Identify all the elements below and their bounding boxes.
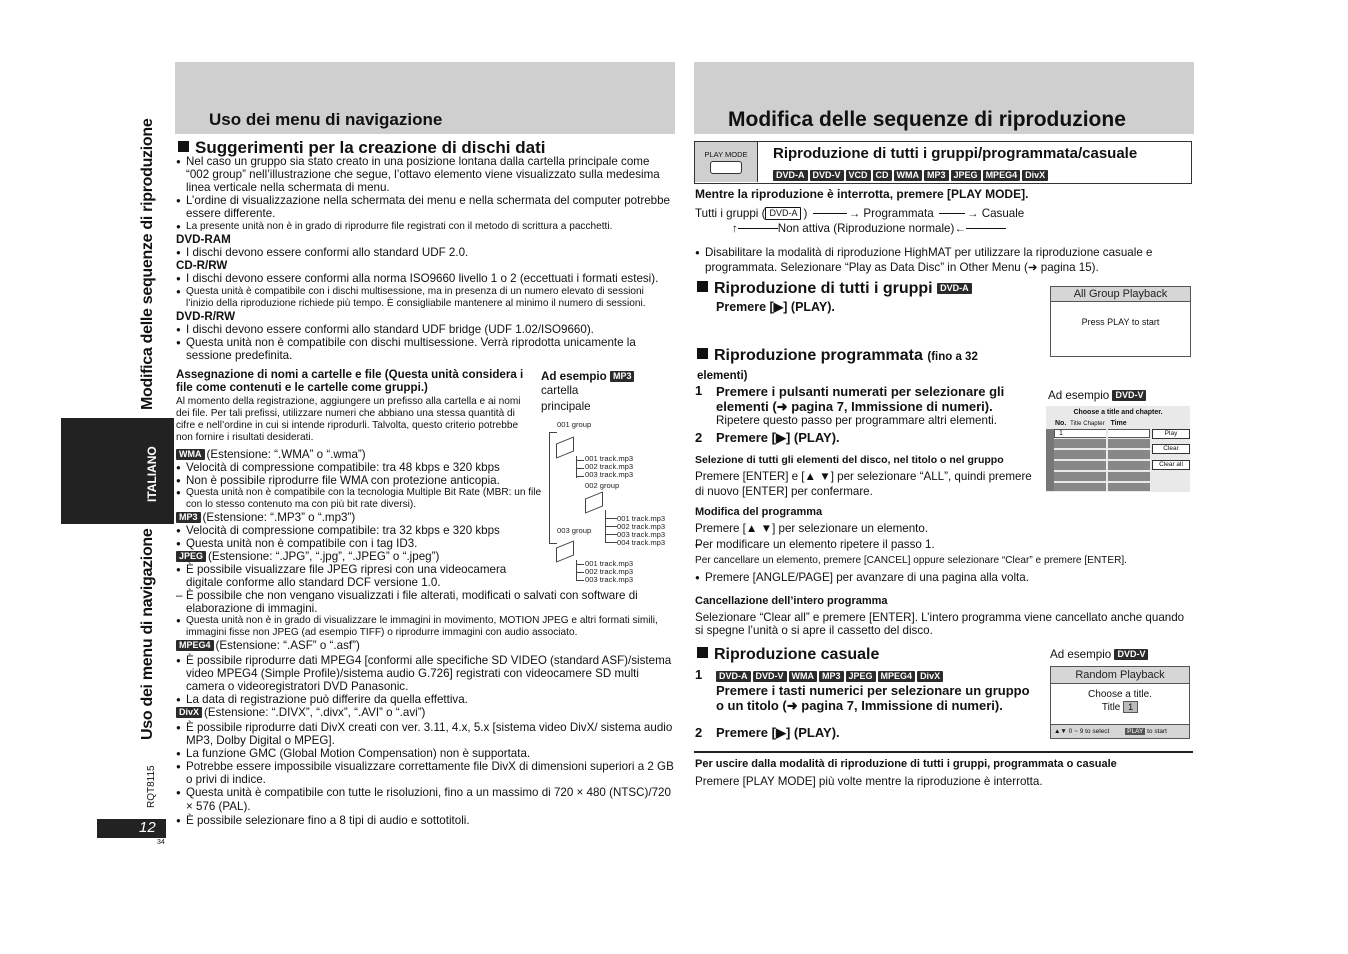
- divx-4: ● Questa unità è compatibile con tutte le risoluzioni, fino a un massimo di 720 × 480 (NTSC)/720 × 576 (PAL).: [176, 786, 674, 814]
- tree-track: 003 track.mp3: [585, 575, 634, 584]
- random-step-2-num: 2: [695, 725, 703, 740]
- left-section-title: Suggerimenti per la creazione di dischi dati: [178, 139, 545, 157]
- tree-root-folder-label: cartella principale: [541, 384, 591, 413]
- modprog-2: – Per modificare un elemento ripetere il passo 1.: [695, 538, 1193, 551]
- prog-step-1-sub: Ripetere questo passo per programmare altri elementi.: [716, 414, 997, 427]
- random-step-1-num: 1: [695, 667, 703, 682]
- tree-track: 003 track.mp3: [617, 530, 666, 539]
- tree-track: 002 track.mp3: [585, 567, 634, 576]
- dvdv-tag: DVD-V: [1114, 649, 1148, 660]
- tip-3: ● La presente unità non è in grado di riprodurre file registrati con il metodo di scrittura a pacchetti.: [176, 221, 674, 233]
- square-bullet-icon: [178, 141, 189, 152]
- wma-2: ● Non è possibile riprodurre file WMA con protezione anticopia.: [176, 474, 536, 487]
- tree-group-002: 002 group: [585, 481, 620, 490]
- tree-track: 002 track.mp3: [617, 522, 666, 531]
- instruction: Mentre la riproduzione è interrotta, premere [PLAY MODE].: [695, 187, 1029, 201]
- cancel-paragraph: Selezionare “Clear all” e premere [ENTER]. L’intero programma viene cancellato anche quando si spegne l’unità o si apre il cassetto del disco.: [695, 611, 1185, 637]
- modprog-heading: Modifica del programma: [695, 506, 823, 518]
- page-number: 12: [139, 819, 156, 836]
- tip-2: ● L’ordine di visualizzazione nella schermata dei menu e nella schermata del computer potrebbe essere differente.: [176, 194, 674, 220]
- arrow-right-icon: [813, 213, 847, 214]
- side-title-right-col: Modifica delle sequenze di riproduzione: [139, 118, 156, 410]
- mp3-2: ● Questa unità non è compatibile con i tag ID3.: [176, 537, 546, 550]
- square-bullet-icon: [697, 348, 708, 359]
- dvdv-tag: DVD-V: [1112, 390, 1146, 401]
- format-tag: JPEG: [951, 170, 981, 181]
- square-bullet-icon: [697, 647, 708, 658]
- cdrw-2: ● Questa unità è compatibile con i dischi multisessione, ma in presenza di un numero elevato di sessioni l’inizio della riproduzione richiede più tempo. È consigliabile mantenere al minimo il numero di sessioni.: [176, 286, 674, 310]
- flow-return-line: ↑ Non attiva (Riproduzione normale)←: [732, 222, 1006, 235]
- wma-3: ● Questa unità non è compatibile con la tecnologia Multiple Bit Rate (MBR: un file con lo stesso contenuto ma con più bit rate diversi).: [176, 487, 546, 511]
- clear-all-button[interactable]: Clear all: [1152, 460, 1190, 470]
- dvdrrw-heading: DVD-R/RW: [176, 310, 236, 323]
- screen3-nav-hint: ▲▼ 0 ~ 9 to select: [1054, 728, 1110, 735]
- play-button[interactable]: Play: [1152, 429, 1190, 439]
- cancel-block: [695, 595, 1193, 637]
- modprog-3: Per cancellare un elemento, premere [CANCEL] oppure selezionare “Clear” e premere [ENTER].: [695, 555, 1127, 566]
- divx-2: ● La funzione GMC (Global Motion Compensation) non è supportata.: [176, 747, 674, 760]
- screen3-start-hint: to start: [1147, 728, 1167, 735]
- modprog-1: Premere [▲ ▼] per selezionare un elemento.: [695, 522, 929, 535]
- format-tag: DVD-V: [810, 170, 844, 181]
- exit-heading: Per uscire dalla modalità di riproduzione di tutti i gruppi, programmata o casuale: [695, 758, 1117, 770]
- tree-track: 002 track.mp3: [585, 462, 634, 471]
- jpeg-heading: JPEG (Estensione: “.JPG”, “.jpg”, “.JPEG” o “.jpeg”): [176, 550, 674, 563]
- prog-step-1: Premere i pulsanti numerati per selezionare gli elementi (➜ pagina 7, Immissione di numeri).: [716, 384, 1005, 414]
- clear-button[interactable]: Clear: [1152, 444, 1190, 454]
- arrow-up-icon: ↑: [732, 222, 738, 235]
- mp3-tag: MP3: [176, 512, 201, 523]
- language-tab-label: ITALIANO: [145, 446, 159, 502]
- format-tag: VCD: [846, 170, 871, 181]
- screen3-play-key: PLAY: [1127, 728, 1144, 735]
- mp3-tag: MP3: [610, 371, 635, 382]
- feature-box-tags: [773, 167, 1050, 185]
- tree-group-003: 003 group: [557, 526, 592, 535]
- tree-track: 001 track.mp3: [585, 559, 634, 568]
- cdrw-heading: CD-R/RW: [176, 259, 228, 272]
- prog-heading: Riproduzione programmata (fino a 32 elementi): [697, 347, 978, 382]
- tree-track: 001 track.mp3: [585, 454, 634, 463]
- dvdrrw-2: ● Questa unità non è compatibile con dischi multisessione. Verrà riprodotta unicamente la sessione predefinita.: [176, 336, 674, 362]
- screen-all-group: [1050, 286, 1191, 357]
- selall-heading: Selezione di tutti gli elementi del disco, nel titolo o nel gruppo: [695, 454, 1004, 466]
- prog-example-label: Ad esempio DVD-V: [1048, 389, 1148, 402]
- cancel-heading: Cancellazione dell’intero programma: [695, 595, 888, 607]
- naming-heading: Assegnazione di nomi a cartelle e file (Questa unità considera i file come contenuti e le cartelle come gruppi.): [176, 368, 524, 394]
- prog-step-2: Premere [▶] (PLAY).: [716, 430, 840, 445]
- mp3-heading: MP3 (Estensione: “.MP3” o “.mp3”): [176, 511, 674, 524]
- cdrw-1: ● I dischi devono essere conformi alla norma ISO9660 livello 1 o 2 (eccettuati i formati estesi).: [176, 272, 674, 285]
- tree-group-001: 001 group: [557, 420, 592, 429]
- tree-track: 003 track.mp3: [585, 470, 634, 479]
- divx-3: ● Potrebbe essere impossibile visualizzare correttamente file DivX di dimensioni superiori a 2 GB o privi di indice.: [176, 760, 674, 786]
- modprog-4: ● Premere [ANGLE/PAGE] per avanzare di una pagina alla volta.: [695, 571, 1193, 584]
- divx-1: ● È possibile riprodurre dati DivX creati con ver. 3.11, 4.x, 5.x [sistema video DivX/ sistema audio MP3, Dolby Digital o MPEG].: [176, 721, 674, 747]
- left-text-block: [176, 155, 674, 362]
- jpeg-2: – È possibile che non vengano visualizzati i file alterati, modificati o salvati con software di elaborazione di immagini.: [176, 589, 674, 615]
- format-tag: WMA: [894, 170, 923, 181]
- mpeg4-2: ● La data di registrazione può differire da quella effettiva.: [176, 693, 674, 706]
- screen3-title-value[interactable]: 1: [1123, 701, 1138, 713]
- feature-box-title: Riproduzione di tutti i gruppi/programmata/casuale: [773, 145, 1138, 162]
- tree-track: 001 track.mp3: [617, 514, 666, 523]
- allgroup-step: Premere [▶] (PLAY).: [716, 300, 835, 314]
- jpeg-1: ● È possibile visualizzare file JPEG ripresi con una videocamera digitale conforme allo standard DCF versione 1.0.: [176, 563, 541, 589]
- format-tag: JPEG: [846, 671, 876, 682]
- play-mode-panel: [695, 142, 758, 182]
- random-heading: Riproduzione casuale: [697, 646, 879, 664]
- mpeg4-tag: MPEG4: [176, 640, 214, 651]
- jpeg-tag: JPEG: [176, 551, 206, 562]
- prog-step-1-num: 1: [695, 383, 703, 398]
- jpeg-3: ● Questa unità non è in grado di visualizzare le immagini in movimento, MOTION JPEG e altri formati simili, immagini fisse non JPEG (ad esempio TIFF) o riprodurre immagini con audio associato.: [176, 615, 674, 639]
- program-row-1[interactable]: 1: [1054, 429, 1150, 438]
- format-tag: DVD-A: [773, 170, 808, 181]
- wma-heading: WMA (Estensione: “.WMA” o “.wma”): [176, 448, 536, 461]
- random-step-1: Premere i tasti numerici per selezionare un gruppo o un titolo (➜ pagina 7, Immissione di numeri).: [716, 683, 1030, 713]
- side-title-left-col: Uso dei menu di navigazione: [139, 528, 156, 740]
- tip-1: ● Nel caso un gruppo sia stato creato in una posizione lontana dalla cartella principale come “002 group” nell’illustrazione che segue, l’ottavo elemento viene visualizzato sulla medesima linea verticale nella schermata di menu.: [176, 155, 674, 194]
- random-step-2: Premere [▶] (PLAY).: [716, 725, 840, 740]
- highmat-note: ● Disabilitare la modalità di riproduzione HighMAT per utilizzare la riproduzione casuale e programmata. Selezionare “Play as Data Disc” in Other Menu (➜ pagina 15).: [695, 245, 1200, 275]
- tree-example-label: Ad esempio MP3 cartella principale: [541, 370, 671, 415]
- screen1-title: All Group Playback: [1051, 287, 1190, 302]
- flow-line: Tutti i gruppi ( DVD-A ) → Programmata → Casuale: [695, 207, 1025, 220]
- format-tag: MPEG4: [878, 671, 916, 682]
- format-tag: DivX: [1022, 170, 1048, 181]
- arrow-right-icon: [939, 213, 965, 214]
- divx-tag: DivX: [176, 707, 202, 718]
- screen-random: [1050, 666, 1190, 739]
- screen3-title-label: Title: [1101, 702, 1121, 713]
- dvdram-heading: DVD-RAM: [176, 233, 231, 246]
- format-tag: DivX: [917, 671, 943, 682]
- screen2-title: Choose a title and chapter.: [1073, 409, 1163, 416]
- dvda-tag: DVD-A: [765, 207, 801, 220]
- wma-1: ● Velocità di compressione compatibile: tra 48 kbps e 320 kbps: [176, 461, 536, 474]
- screen-program: Choose a title and chapter. No. Title Chapter Time 1 Play Clear Clear all: [1046, 406, 1190, 492]
- tree-track: 004 track.mp3: [617, 538, 666, 547]
- selall-paragraph: Premere [ENTER] e [▲ ▼] per selezionare “ALL”, quindi premere di nuovo [ENTER] per confermare.: [695, 470, 1032, 498]
- wma-tag: WMA: [176, 449, 205, 460]
- mpeg4-heading: MPEG4 (Estensione: “.ASF” o “.asf”): [176, 639, 674, 652]
- screen3-title: Random Playback: [1051, 667, 1189, 684]
- selall-block: [695, 454, 1040, 499]
- allgroup-heading: Riproduzione di tutti i gruppi DVD-A: [697, 280, 974, 298]
- divx-5: ● È possibile selezionare fino a 8 tipi di audio e sottotitoli.: [176, 814, 674, 827]
- format-tag: DVD-A: [716, 671, 751, 682]
- prog-step-2-num: 2: [695, 430, 703, 445]
- format-tag: MP3: [924, 170, 949, 181]
- mpeg4-1: ● È possibile riprodurre dati MPEG4 [conformi alle specifiche SD VIDEO (standard ASF)/sistema video MPEG4 (Simple Profile)/sistema audio G.726] registrati con videocamere SD multi camera o videoregistratori DVD Panasonic.: [176, 654, 674, 693]
- naming-paragraph: Al momento della registrazione, aggiungere un prefisso alla cartella e ai nomi dei file. Per tali prefissi, utilizzare numeri che abbiano una stessa quantità di cifre e nell’ordine in cui si intende riprodurli. Talvolta, questo criterio potrebbe non fornire i risultati desiderati.: [176, 396, 521, 443]
- format-tag: CD: [873, 170, 892, 181]
- small-number: 34: [157, 839, 165, 846]
- screen3-body: Choose a title.: [1088, 689, 1152, 700]
- play-mode-label: PLAY MODE: [704, 150, 748, 159]
- exit-paragraph: Premere [PLAY MODE] più volte mentre la riproduzione è interrotta.: [695, 775, 1043, 788]
- square-bullet-icon: [697, 281, 708, 292]
- dvdrrw-1: ● I dischi devono essere conformi allo standard UDF bridge (UDF 1.02/ISO9660).: [176, 323, 674, 336]
- play-mode-button-icon: [710, 161, 742, 174]
- exit-divider: [694, 751, 1193, 753]
- naming-block: [176, 368, 536, 444]
- dvdram-1: ● I dischi devono essere conformi allo standard UDF 2.0.: [176, 246, 674, 259]
- screen1-body: Press PLAY to start: [1081, 317, 1160, 327]
- right-band-title: Modifica delle sequenze di riproduzione: [728, 108, 1126, 131]
- format-block: [176, 448, 674, 827]
- doc-code: RQT8115: [146, 765, 157, 808]
- feature-box: [694, 141, 1192, 184]
- divx-heading: DivX (Estensione: “.DIVX”, “.divx”, “.AVI” o “.avi”): [176, 706, 674, 719]
- random-example-label: Ad esempio DVD-V: [1050, 648, 1150, 661]
- dvda-tag: DVD-A: [937, 283, 972, 294]
- modprog-block: [695, 506, 1193, 584]
- format-tag: MPEG4: [983, 170, 1021, 181]
- mp3-1: ● Velocità di compressione compatibile: tra 32 kbps e 320 kbps: [176, 524, 546, 537]
- format-tag: MP3: [819, 671, 844, 682]
- left-band-title: Uso dei menu di navigazione: [209, 110, 443, 129]
- format-tag: DVD-V: [753, 671, 787, 682]
- format-tag: WMA: [789, 671, 818, 682]
